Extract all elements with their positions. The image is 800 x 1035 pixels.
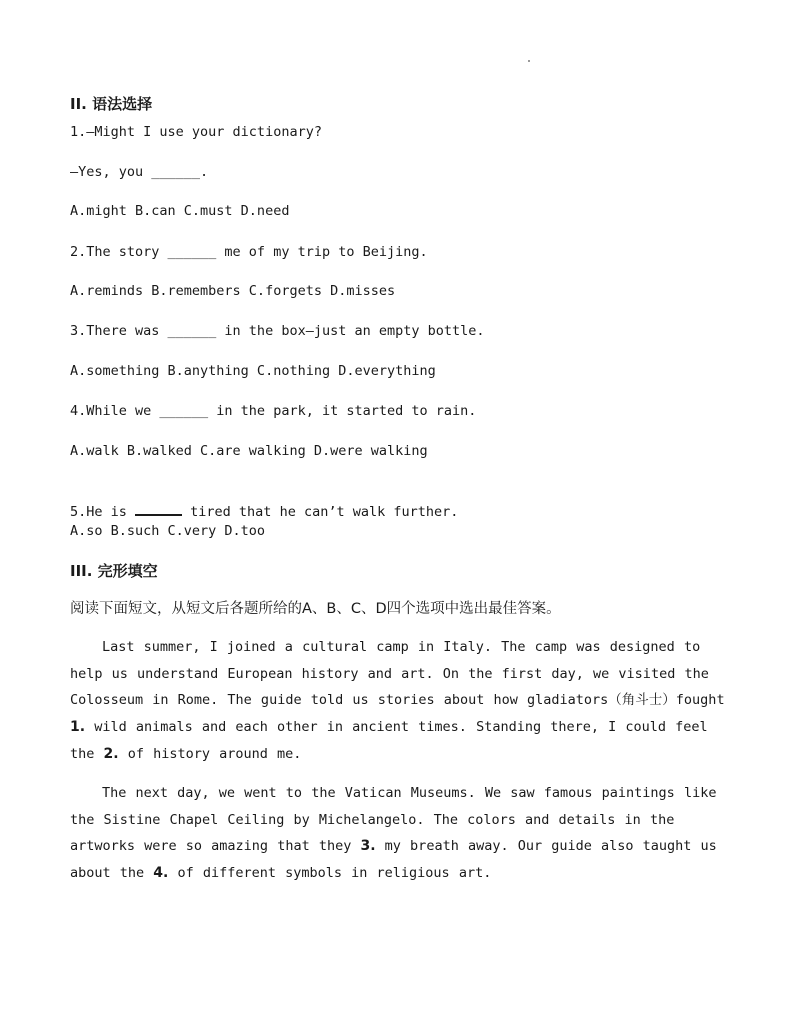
question-1-reply: —Yes, you ______. (70, 164, 209, 180)
cloze-instruction: 阅读下面短文，从短文后各题所给的A、B、C、D四个选项中选出最佳答案。 (70, 601, 561, 617)
question-5-options: A.so B.such C.very D.too (70, 523, 266, 539)
passage-text: of different symbols in religious art. (168, 865, 492, 882)
question-3: 3.There was ______ in the box—just an empty bottle. (70, 323, 485, 339)
question-2: 2.The story ______ me of my trip to Beijing. (70, 244, 428, 260)
passage-paragraph-2 (70, 780, 734, 887)
question-1: 1.—Might I use your dictionary? (70, 124, 322, 140)
question-5-before: 5.He is (70, 504, 136, 520)
blank-number-3: 3. (360, 838, 376, 855)
question-1-options: A.might B.can C.must D.need (70, 203, 290, 219)
passage-paragraph-1 (70, 634, 734, 768)
page-dot-mark (528, 60, 530, 62)
passage-text: The next day, we went to the Vatican Museums. We saw famous paintings like the Sistine Chapel Ceiling by Michelangelo. The colors and details in the artworks were so amazing that they (70, 785, 717, 855)
answer-blank (135, 501, 182, 516)
question-5-after: tired that he can’t walk further. (182, 504, 459, 520)
question-4: 4.While we ______ in the park, it started to rain. (70, 403, 477, 419)
passage-text: wild animals and each other in ancient times. Standing there, I could feel the (70, 719, 708, 762)
passage-text: of history around me. (118, 745, 302, 762)
section-3-heading: III. 完形填空 (70, 562, 158, 580)
blank-number-2: 2. (103, 745, 119, 762)
blank-number-4: 4. (153, 865, 169, 882)
question-2-options: A.reminds B.remembers C.forgets D.misses (70, 283, 396, 299)
question-5 (70, 481, 458, 522)
passage-text: Last summer, I joined a cultural camp in Italy. The camp was designed to help us understand European history and art. On the first day, we visited the Colosseum in Rome. The guide told us stories about how gladiators（角斗士）fought (70, 639, 725, 709)
question-4-options: A.walk B.walked C.are walking D.were walking (70, 443, 428, 459)
section-2-heading: II. 语法选择 (70, 95, 153, 113)
passage-text: my breath away. Our guide also taught us about the (70, 838, 717, 882)
question-3-options: A.something B.anything C.nothing D.everything (70, 363, 436, 379)
blank-number-1: 1. (70, 719, 86, 736)
